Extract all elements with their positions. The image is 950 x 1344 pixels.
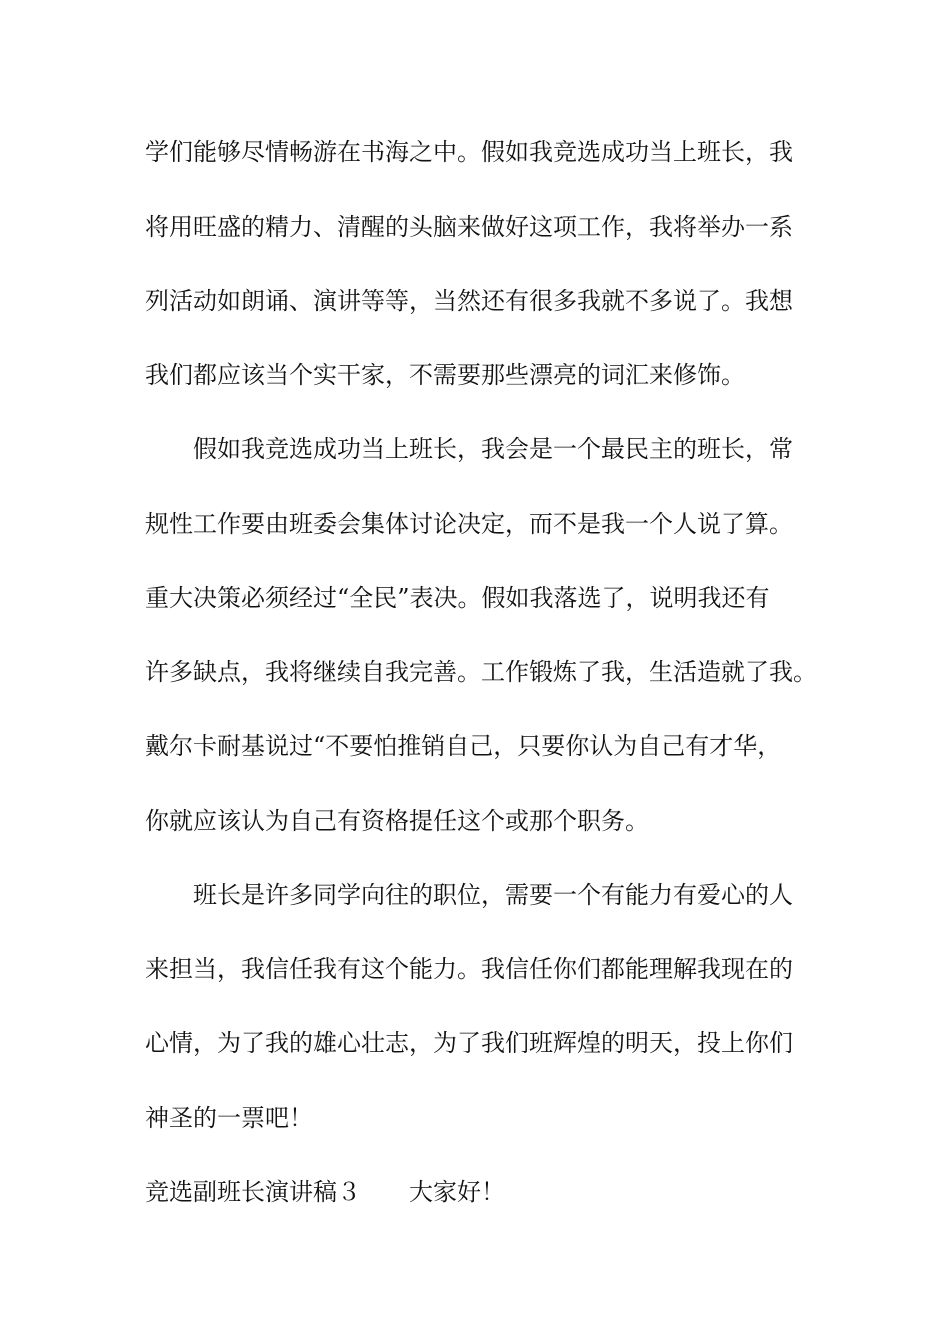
paragraph-2-line-3: 重大决策必须经过“全民”表决。假如我落选了，说明我还有 xyxy=(145,584,770,612)
paragraph-2-line-2: 规性工作要由班委会集体讨论决定，而不是我一个人说了算。 xyxy=(145,510,793,538)
paragraph-3-line-4: 神圣的一票吧！ xyxy=(145,1104,313,1132)
paragraph-3-line-1: 班长是许多同学向往的职位，需要一个有能力有爱心的人 xyxy=(193,881,793,909)
paragraph-1-line-4: 我们都应该当个实干家，不需要那些漂亮的词汇来修饰。 xyxy=(145,361,745,389)
paragraph-3-line-2: 来担当，我信任我有这个能力。我信任你们都能理解我现在的 xyxy=(145,955,793,983)
paragraph-2-line-1: 假如我竞选成功当上班长，我会是一个最民主的班长，常 xyxy=(193,435,793,463)
speech-greeting: 大家好！ xyxy=(409,1178,505,1206)
paragraph-2-line-5: 戴尔卡耐基说过“不要怕推销自己，只要你认为自己有才华， xyxy=(145,732,782,760)
speech-heading-line xyxy=(145,1177,505,1207)
paragraph-2-line-6: 你就应该认为自己有资格提任这个或那个职务。 xyxy=(145,807,649,835)
paragraph-1-line-2: 将用旺盛的精力、清醒的头脑来做好这项工作，我将举办一系 xyxy=(145,213,793,241)
paragraph-3-line-3: 心情，为了我的雄心壮志，为了我们班辉煌的明天，投上你们 xyxy=(145,1029,793,1057)
paragraph-1-line-3: 列活动如朗诵、演讲等等，当然还有很多我就不多说了。我想 xyxy=(145,287,793,315)
speech-title: 竞选副班长演讲稿３ xyxy=(145,1178,361,1206)
paragraph-1-line-1: 学们能够尽情畅游在书海之中。假如我竞选成功当上班长，我 xyxy=(145,138,793,166)
paragraph-2-line-4: 许多缺点，我将继续自我完善。工作锻炼了我，生活造就了我。 xyxy=(145,658,817,686)
